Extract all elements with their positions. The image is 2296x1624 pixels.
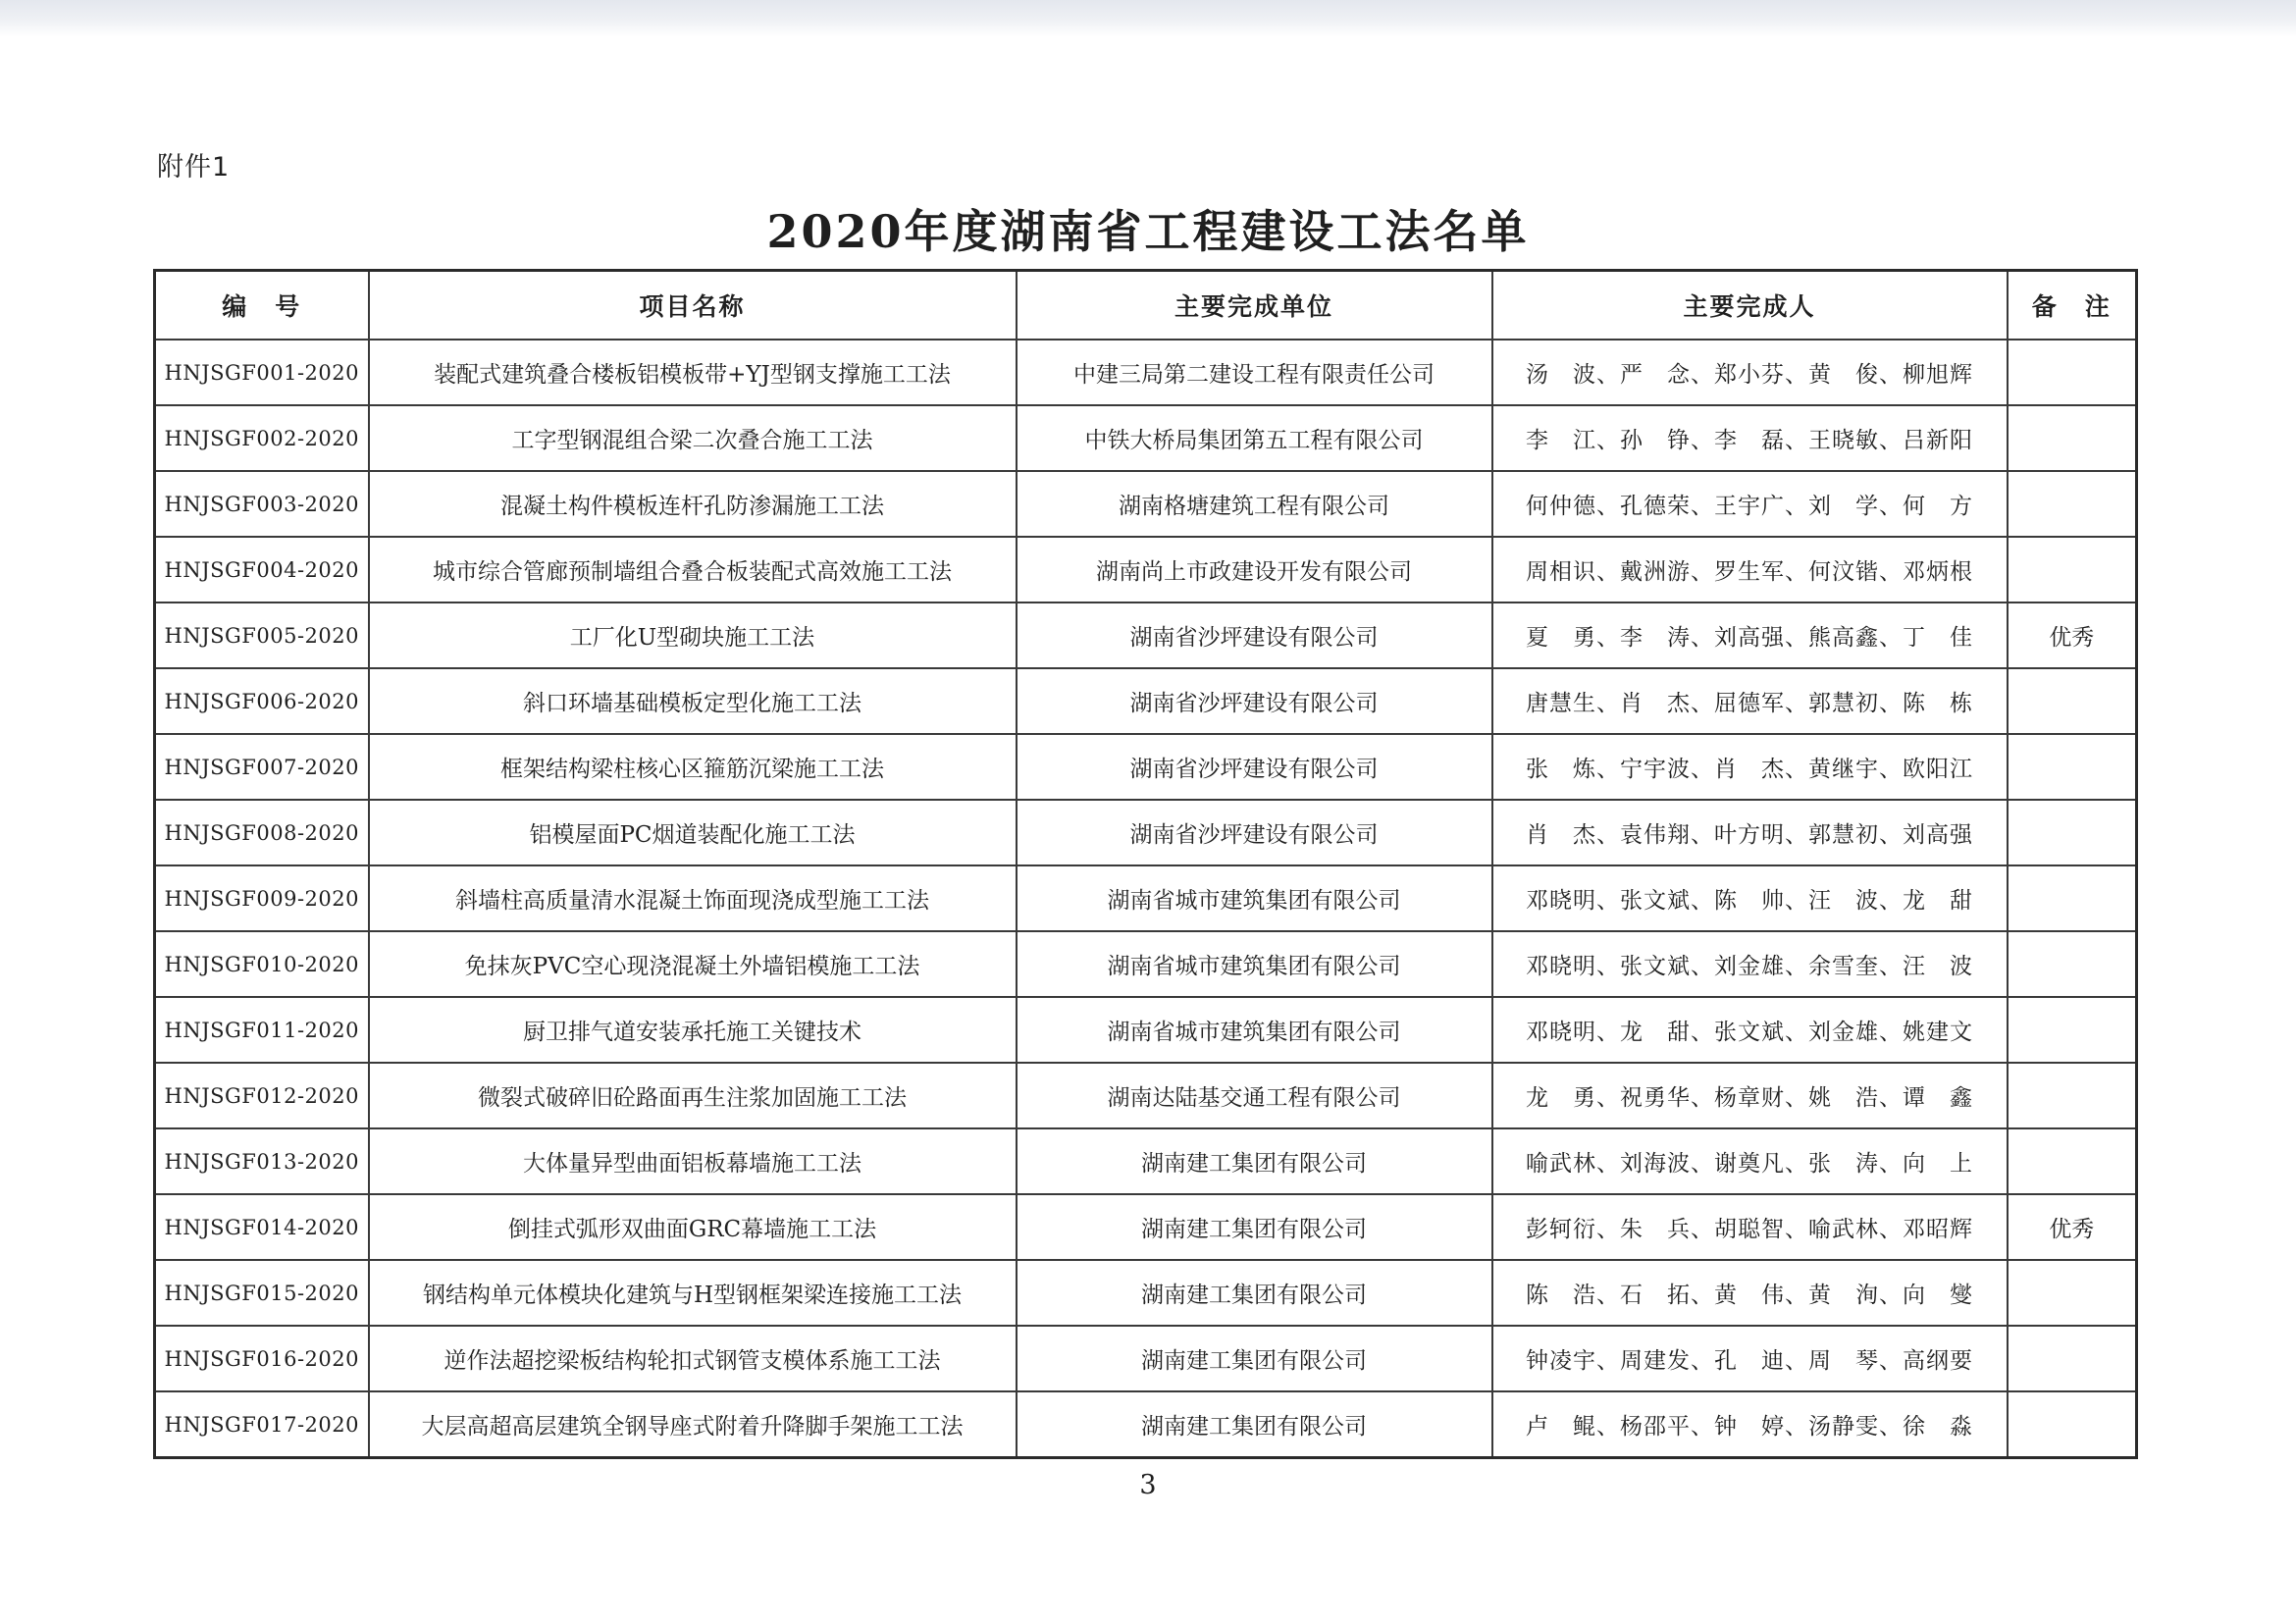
cell-persons: 夏 勇、李 涛、刘高强、熊高鑫、丁 佳 — [1492, 602, 2008, 668]
cell-unit: 湖南建工集团有限公司 — [1017, 1326, 1492, 1391]
cell-persons: 汤 波、严 念、郑小芬、黄 俊、柳旭辉 — [1492, 340, 2008, 405]
cell-unit: 湖南省城市建筑集团有限公司 — [1017, 865, 1492, 931]
table-row — [155, 1128, 2137, 1194]
cell-id: HNJSGF009-2020 — [155, 865, 369, 931]
cell-id: HNJSGF012-2020 — [155, 1063, 369, 1128]
header-id: 编 号 — [155, 271, 369, 341]
cell-remark — [2008, 668, 2137, 734]
cell-remark — [2008, 471, 2137, 537]
cell-project: 微裂式破碎旧砼路面再生注浆加固施工工法 — [369, 1063, 1017, 1128]
cell-remark — [2008, 537, 2137, 602]
table-row — [155, 800, 2137, 865]
cell-project: 钢结构单元体模块化建筑与H型钢框架梁连接施工工法 — [369, 1260, 1017, 1326]
cell-id: HNJSGF003-2020 — [155, 471, 369, 537]
cell-unit: 湖南省沙坪建设有限公司 — [1017, 602, 1492, 668]
cell-persons: 龙 勇、祝勇华、杨章财、姚 浩、谭 鑫 — [1492, 1063, 2008, 1128]
cell-unit: 湖南建工集团有限公司 — [1017, 1391, 1492, 1458]
cell-unit: 中铁大桥局集团第五工程有限公司 — [1017, 405, 1492, 471]
table-row — [155, 1326, 2137, 1391]
cell-remark: 优秀 — [2008, 602, 2137, 668]
cell-id: HNJSGF011-2020 — [155, 997, 369, 1063]
cell-persons: 彭轲衍、朱 兵、胡聪智、喻武林、邓昭辉 — [1492, 1194, 2008, 1260]
cell-project: 厨卫排气道安装承托施工关键技术 — [369, 997, 1017, 1063]
cell-project: 框架结构梁柱核心区箍筋沉梁施工工法 — [369, 734, 1017, 800]
table-row — [155, 865, 2137, 931]
cell-id: HNJSGF016-2020 — [155, 1326, 369, 1391]
cell-id: HNJSGF017-2020 — [155, 1391, 369, 1458]
cell-persons: 邓晓明、张文斌、刘金雄、余雪奎、汪 波 — [1492, 931, 2008, 997]
cell-remark — [2008, 734, 2137, 800]
table-body — [155, 340, 2137, 1458]
table-row — [155, 997, 2137, 1063]
cell-project: 工字型钢混组合梁二次叠合施工工法 — [369, 405, 1017, 471]
cell-persons: 肖 杰、袁伟翔、叶方明、郭慧初、刘高强 — [1492, 800, 2008, 865]
cell-persons: 何仲德、孔德荣、王宇广、刘 学、何 方 — [1492, 471, 2008, 537]
cell-id: HNJSGF010-2020 — [155, 931, 369, 997]
header-row — [155, 271, 2137, 341]
cell-persons: 邓晓明、龙 甜、张文斌、刘金雄、姚建文 — [1492, 997, 2008, 1063]
cell-id: HNJSGF004-2020 — [155, 537, 369, 602]
cell-remark — [2008, 405, 2137, 471]
cell-id: HNJSGF014-2020 — [155, 1194, 369, 1260]
cell-project: 斜墙柱高质量清水混凝土饰面现浇成型施工工法 — [369, 865, 1017, 931]
cell-project: 城市综合管廊预制墙组合叠合板装配式高效施工工法 — [369, 537, 1017, 602]
cell-remark — [2008, 1128, 2137, 1194]
cell-unit: 湖南建工集团有限公司 — [1017, 1128, 1492, 1194]
page-number: 3 — [1139, 1470, 1157, 1500]
cell-id: HNJSGF005-2020 — [155, 602, 369, 668]
cell-project: 装配式建筑叠合楼板铝模板带+YJ型钢支撑施工工法 — [369, 340, 1017, 405]
cell-remark — [2008, 340, 2137, 405]
cell-id: HNJSGF013-2020 — [155, 1128, 369, 1194]
cell-unit: 湖南达陆基交通工程有限公司 — [1017, 1063, 1492, 1128]
table-row — [155, 734, 2137, 800]
cell-remark — [2008, 1260, 2137, 1326]
cell-remark — [2008, 1063, 2137, 1128]
table-header — [155, 271, 2137, 341]
cell-unit: 湖南省沙坪建设有限公司 — [1017, 734, 1492, 800]
cell-unit: 湖南建工集团有限公司 — [1017, 1194, 1492, 1260]
cell-id: HNJSGF015-2020 — [155, 1260, 369, 1326]
cell-unit: 湖南省沙坪建设有限公司 — [1017, 800, 1492, 865]
header-persons: 主要完成人 — [1492, 271, 2008, 341]
cell-unit: 湖南建工集团有限公司 — [1017, 1260, 1492, 1326]
cell-id: HNJSGF007-2020 — [155, 734, 369, 800]
cell-unit: 湖南格塘建筑工程有限公司 — [1017, 471, 1492, 537]
cell-persons: 喻武林、刘海波、谢奠凡、张 涛、向 上 — [1492, 1128, 2008, 1194]
cell-persons: 陈 浩、石 拓、黄 伟、黄 洵、向 燮 — [1492, 1260, 2008, 1326]
cell-remark: 优秀 — [2008, 1194, 2137, 1260]
header-remark: 备 注 — [2008, 271, 2137, 341]
header-project: 项目名称 — [369, 271, 1017, 341]
table-row — [155, 602, 2137, 668]
table-row — [155, 405, 2137, 471]
cell-project: 大层高超高层建筑全钢导座式附着升降脚手架施工工法 — [369, 1391, 1017, 1458]
table-row — [155, 1260, 2137, 1326]
cell-unit: 湖南省城市建筑集团有限公司 — [1017, 997, 1492, 1063]
cell-id: HNJSGF001-2020 — [155, 340, 369, 405]
cell-remark — [2008, 800, 2137, 865]
cell-project: 工厂化U型砌块施工工法 — [369, 602, 1017, 668]
cell-remark — [2008, 1391, 2137, 1458]
cell-id: HNJSGF002-2020 — [155, 405, 369, 471]
table-row — [155, 668, 2137, 734]
cell-project: 免抹灰PVC空心现浇混凝土外墙铝模施工工法 — [369, 931, 1017, 997]
cell-id: HNJSGF006-2020 — [155, 668, 369, 734]
cell-persons: 邓晓明、张文斌、陈 帅、汪 波、龙 甜 — [1492, 865, 2008, 931]
attachment-label: 附件1 — [157, 152, 231, 183]
cell-persons: 唐慧生、肖 杰、屈德军、郭慧初、陈 栋 — [1492, 668, 2008, 734]
cell-remark — [2008, 931, 2137, 997]
cell-persons: 卢 鲲、杨邵平、钟 婷、汤静雯、徐 淼 — [1492, 1391, 2008, 1458]
cell-unit: 湖南尚上市政建设开发有限公司 — [1017, 537, 1492, 602]
table-row — [155, 471, 2137, 537]
cell-project: 斜口环墙基础模板定型化施工工法 — [369, 668, 1017, 734]
cell-project: 倒挂式弧形双曲面GRC幕墙施工工法 — [369, 1194, 1017, 1260]
cell-unit: 湖南省沙坪建设有限公司 — [1017, 668, 1492, 734]
header-unit: 主要完成单位 — [1017, 271, 1492, 341]
construction-methods-table-container — [153, 269, 2135, 1459]
table-row — [155, 1391, 2137, 1458]
table-row — [155, 1194, 2137, 1260]
table-row — [155, 537, 2137, 602]
cell-persons: 李 江、孙 铮、李 磊、王晓敏、吕新阳 — [1492, 405, 2008, 471]
cell-unit: 湖南省城市建筑集团有限公司 — [1017, 931, 1492, 997]
cell-persons: 周相识、戴洲游、罗生军、何汶锴、邓炳根 — [1492, 537, 2008, 602]
cell-remark — [2008, 997, 2137, 1063]
cell-unit: 中建三局第二建设工程有限责任公司 — [1017, 340, 1492, 405]
construction-methods-table — [153, 269, 2138, 1459]
cell-project: 混凝土构件模板连杆孔防渗漏施工工法 — [369, 471, 1017, 537]
cell-project: 铝模屋面PC烟道装配化施工工法 — [369, 800, 1017, 865]
table-row — [155, 1063, 2137, 1128]
scan-edge-shadow — [0, 0, 2296, 37]
cell-persons: 钟凌宇、周建发、孔 迪、周 琴、高纲要 — [1492, 1326, 2008, 1391]
table-row — [155, 931, 2137, 997]
cell-project: 逆作法超挖梁板结构轮扣式钢管支模体系施工工法 — [369, 1326, 1017, 1391]
cell-remark — [2008, 865, 2137, 931]
cell-remark — [2008, 1326, 2137, 1391]
table-row — [155, 340, 2137, 405]
cell-persons: 张 炼、宁宇波、肖 杰、黄继宇、欧阳江 — [1492, 734, 2008, 800]
document-title: 2020年度湖南省工程建设工法名单 — [766, 205, 1530, 258]
cell-id: HNJSGF008-2020 — [155, 800, 369, 865]
cell-project: 大体量异型曲面铝板幕墙施工工法 — [369, 1128, 1017, 1194]
